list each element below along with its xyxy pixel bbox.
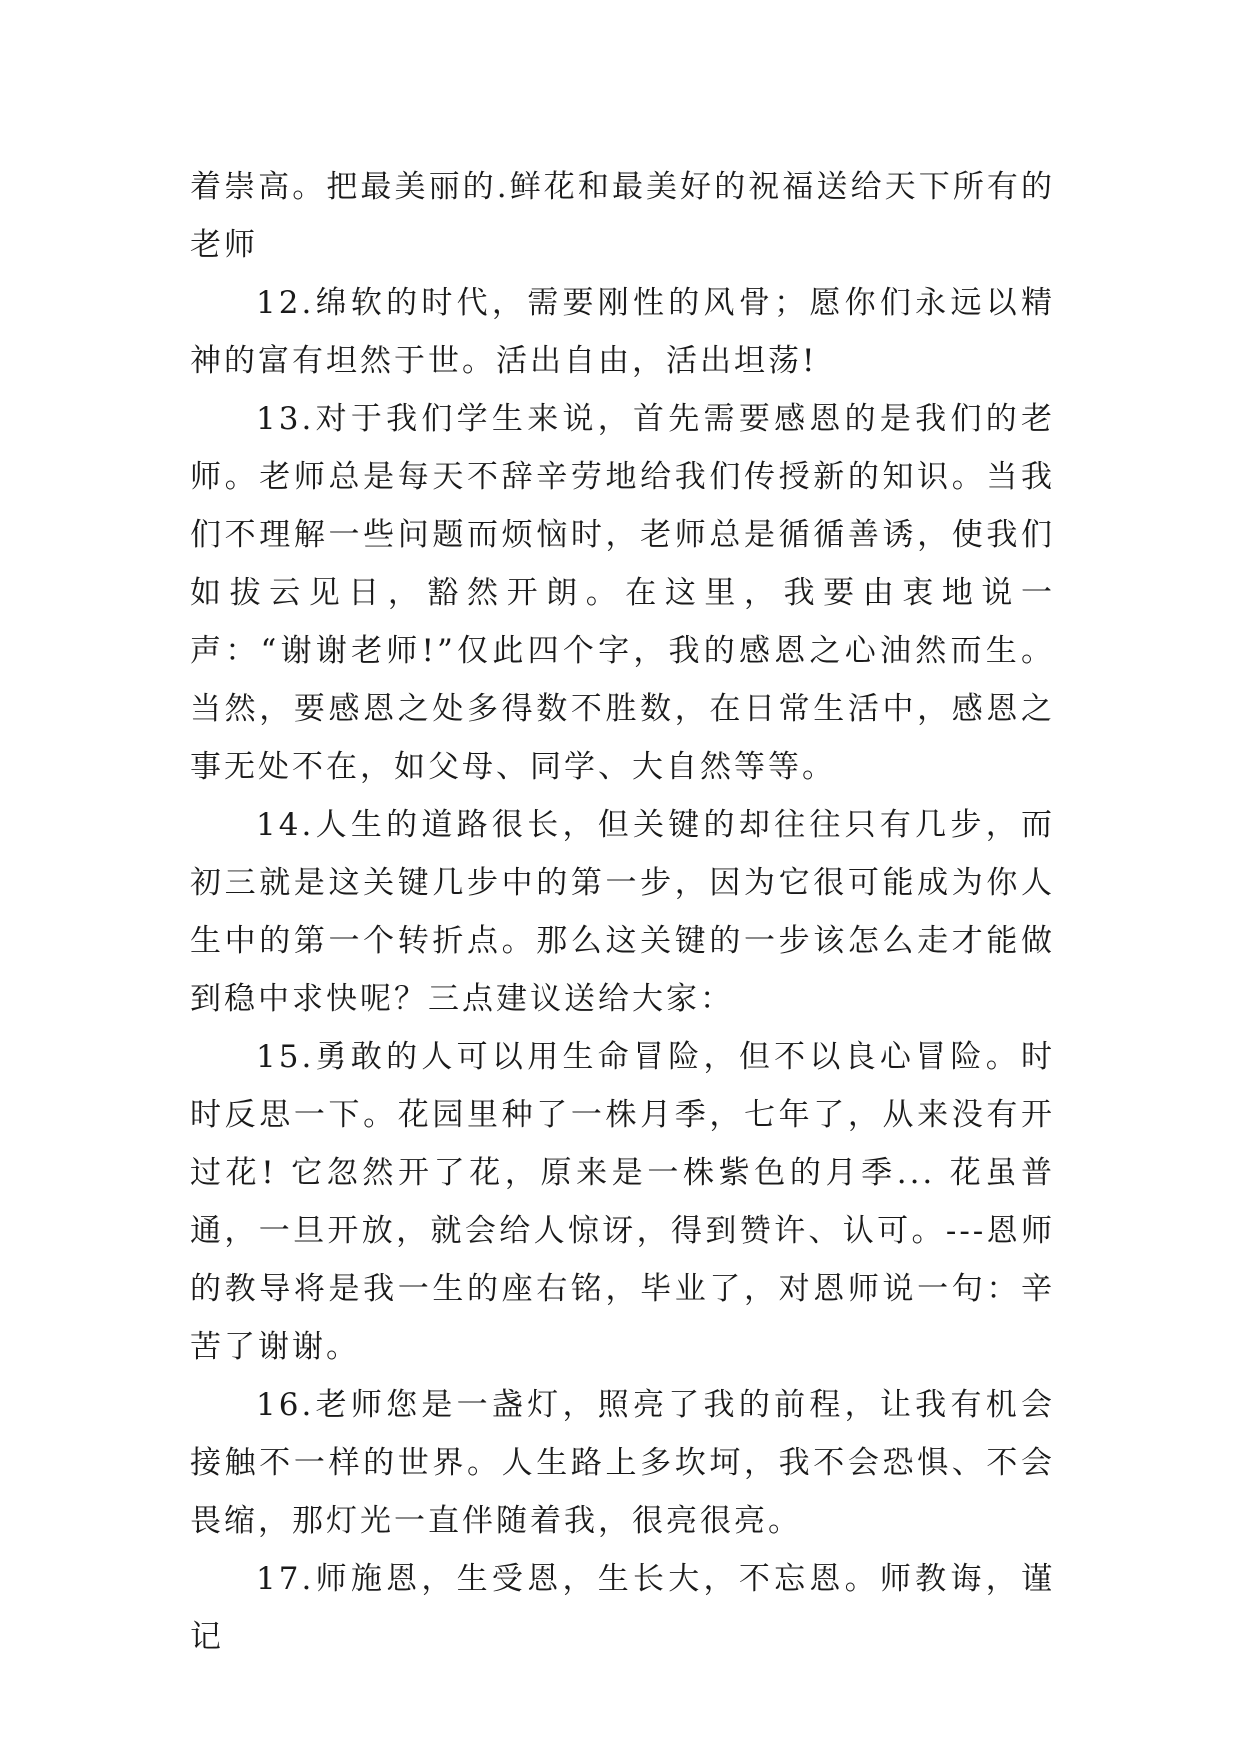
- paragraph-17: 17.师施恩，生受恩，生长大，不忘恩。师教诲，谨记: [190, 1561, 1055, 1655]
- document-body: [190, 158, 1055, 1666]
- paragraph-16: 16.老师您是一盏灯，照亮了我的前程，让我有机会接触不一样的世界。人生路上多坎坷，我不会恐惧、不会畏缩，那灯光一直伴随着我，很亮很亮。: [190, 1387, 1055, 1539]
- paragraph-11-continuation: 着崇高。把最美丽的.鲜花和最美好的祝福送给天下所有的老师: [190, 169, 1055, 263]
- paragraph-15: 15.勇敢的人可以用生命冒险，但不以良心冒险。时时反思一下。花园里种了一株月季，七年了，从来没有开过花! 它忽然开了花，原来是一株紫色的月季... 花虽普通，一旦开放，就会给人惊讶，得到赞许、认可。---恩师的教导将是我一生的座右铭，毕业了，对恩师说一句：辛苦了谢谢。: [190, 1039, 1055, 1365]
- paragraph-12: 12.绵软的时代，需要刚性的风骨；愿你们永远以精神的富有坦然于世。活出自由，活出坦荡!: [190, 285, 1055, 379]
- paragraph-13: 13.对于我们学生来说，首先需要感恩的是我们的老师。老师总是每天不辞辛劳地给我们传授新的知识。当我们不理解一些问题而烦恼时，老师总是循循善诱，使我们如拔云见日，豁然开朗。在这里，我要由衷地说一声：“谢谢老师!”仅此四个字，我的感恩之心油然而生。当然，要感恩之处多得数不胜数，在日常生活中，感恩之事无处不在，如父母、同学、大自然等等。: [190, 401, 1055, 785]
- paragraph-14: 14.人生的道路很长，但关键的却往往只有几步，而初三就是这关键几步中的第一步，因为它很可能成为你人生中的第一个转折点。那么这关键的一步该怎么走才能做到稳中求快呢？三点建议送给大家：: [190, 807, 1055, 1017]
